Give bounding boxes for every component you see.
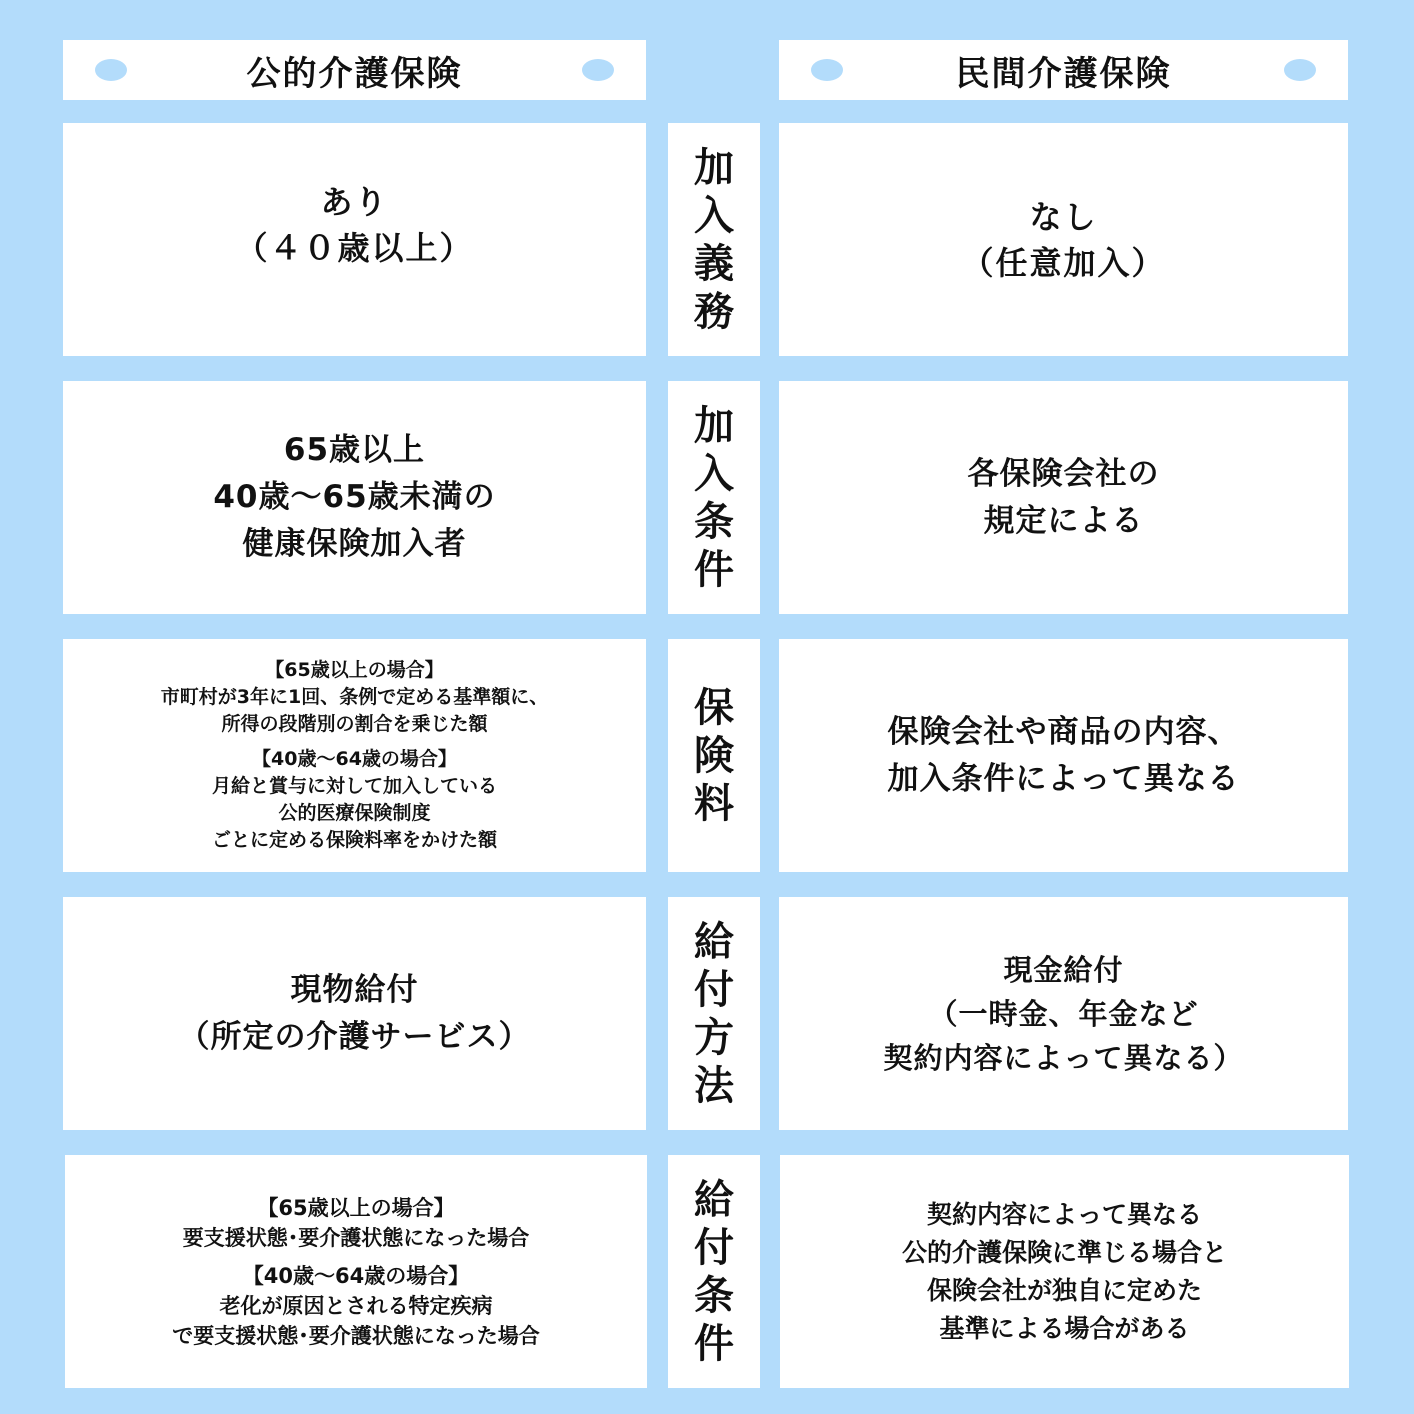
row3-public-cell [63,639,646,872]
row3-public-line: 公的医療保険制度 [278,802,431,824]
row5-private-line: 公的介護保険に準じる場合と [901,1237,1227,1267]
row1-label-char: 義 [694,240,734,287]
header-dot-right [1284,59,1316,81]
row2-private-line: 規定による [983,502,1144,539]
row2-public-line: 健康保険加入者 [242,526,467,562]
row4-label-char: 方 [694,1014,734,1061]
row2-label-char: 件 [694,546,734,593]
row1-label-char: 務 [694,288,734,335]
row4-label-char: 法 [694,1062,734,1109]
row5-private-cell [780,1155,1349,1388]
row4-label [668,897,760,1130]
row1-private-cell [779,123,1348,356]
header-public-label: 公的介護保険 [246,53,463,94]
row3-label-char: 料 [694,780,734,827]
row3-private-cell [779,639,1348,872]
row2-public-line: 40歳〜65歳未満の [213,479,496,515]
row5-label [668,1155,760,1388]
row5-label-char: 給 [694,1176,734,1223]
row2-label [668,381,760,614]
row2-private-line: 各保険会社の [967,455,1160,492]
row3-label-char: 険 [694,732,734,779]
row5-public-line: 【40歳〜64歳の場合】 [242,1263,470,1288]
row3-public-line: 【40歳〜64歳の場合】 [252,748,457,770]
row5-label-char: 件 [694,1320,734,1367]
header-dot-left [95,59,127,81]
row2-public-cell [63,381,646,614]
header-public [63,40,646,100]
row1-private-line: なし [1029,197,1098,236]
row4-label-char: 付 [694,966,734,1013]
row4-private-line: （一時金、年金など [928,996,1199,1031]
row4-public-line: （所定の介護サービス） [178,1018,531,1055]
row3-public-line: 月給と賞与に対して加入している [211,775,497,797]
row3-private-line: 保険会社や商品の内容、 [887,713,1240,750]
row4-public-cell [63,897,646,1130]
row4-public-line: 現物給付 [290,971,419,1008]
row1-label-char: 入 [694,192,734,239]
row5-public-line: 老化が原因とされる特定疾病 [219,1293,493,1318]
row5-private-line: 契約内容によって異なる [926,1199,1202,1229]
row2-label-char: 加 [694,402,734,449]
row5-label-char: 条 [694,1272,734,1319]
row3-label [668,639,760,872]
row4-private-line: 現金給付 [1003,952,1124,987]
header-private [779,40,1348,100]
row2-private-cell [779,381,1348,614]
row5-private-line: 保険会社が独自に定めた [926,1275,1202,1305]
row3-label-char: 保 [694,684,734,731]
row3-public-line: 市町村が3年に1回、条例で定める基準額に、 [160,686,549,708]
row3-public-line: ごとに定める保険料率をかけた額 [211,829,497,851]
row4-label-char: 給 [694,918,734,965]
row1-private-line: （任意加入） [961,243,1166,282]
row5-public-line: 【65歳以上の場合】 [257,1195,455,1220]
header-dot-left [811,59,843,81]
row5-private-line: 基準による場合がある [939,1313,1190,1343]
row1-public-cell [63,123,646,356]
row2-label-char: 入 [694,450,734,497]
row4-private-cell [779,897,1348,1130]
row1-public-line: （４０歳以上） [235,228,474,267]
row5-label-char: 付 [694,1224,734,1271]
header-dot-right [582,59,614,81]
row1-label [668,123,760,356]
row3-public-line: 【65歳以上の場合】 [265,659,444,681]
row5-public-line: 要支援状態･要介護状態になった場合 [182,1225,530,1250]
row3-private-line: 加入条件によって異なる [887,760,1240,797]
row1-public-line: あり [320,182,389,221]
row2-label-char: 条 [694,498,734,545]
row4-private-line: 契約内容によって異なる） [883,1040,1244,1075]
row5-public-cell [65,1155,647,1388]
row2-public-line: 65歳以上 [283,432,426,468]
row5-public-line: で要支援状態･要介護状態になった場合 [172,1323,540,1348]
header-private-label: 民間介護保険 [955,53,1172,94]
row3-public-line: 所得の段階別の割合を乗じた額 [221,713,488,735]
row1-label-char: 加 [694,144,734,191]
